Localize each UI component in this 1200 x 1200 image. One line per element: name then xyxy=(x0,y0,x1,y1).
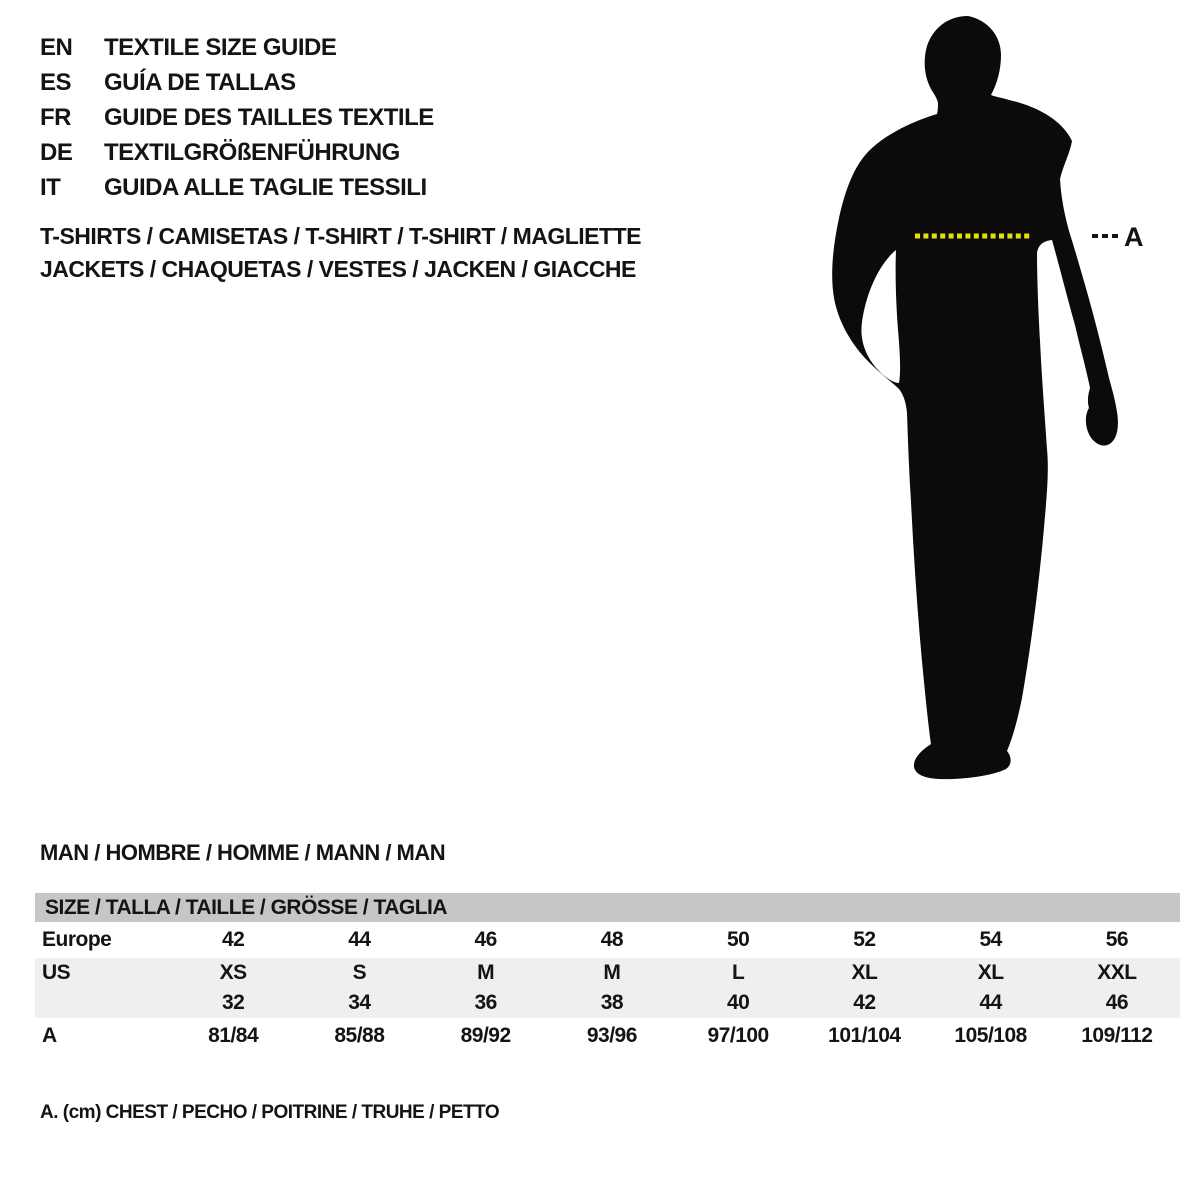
size-cell: 48 xyxy=(600,928,624,951)
language-title-block xyxy=(40,30,434,205)
section-title-man: MAN / HOMBRE / HOMME / MANN / MAN xyxy=(40,840,446,865)
size-cell: 52 xyxy=(853,928,876,951)
size-cell: 40 xyxy=(726,991,750,1014)
size-cell: 109/112 xyxy=(1081,1024,1153,1047)
guide-title: GUIDA ALLE TAGLIE TESSILI xyxy=(104,174,427,201)
size-cell: 89/92 xyxy=(460,1024,511,1047)
measurement-footnote: A. (cm) CHEST / PECHO / POITRINE / TRUHE / PETTO xyxy=(40,1102,500,1123)
man-silhouette xyxy=(832,16,1118,779)
table-row-us xyxy=(35,958,1180,988)
guide-title: GUÍA DE TALLAS xyxy=(104,69,296,96)
row-label xyxy=(35,988,170,1018)
size-table xyxy=(35,893,1180,1054)
table-row-europe xyxy=(35,922,1180,958)
guide-title: GUIDE DES TAILLES TEXTILE xyxy=(104,104,434,131)
size-cell: 46 xyxy=(1105,991,1129,1014)
size-cell: 54 xyxy=(979,928,1002,951)
size-cell: M xyxy=(603,961,621,984)
size-cell: 81/84 xyxy=(208,1024,259,1047)
size-cell: 50 xyxy=(726,928,750,951)
language-row xyxy=(40,135,434,170)
category-lines xyxy=(40,220,641,286)
size-cell: 42 xyxy=(221,928,245,951)
language-row xyxy=(40,170,434,205)
size-table-header-row xyxy=(35,893,1180,922)
language-row xyxy=(40,30,434,65)
size-cell: 85/88 xyxy=(334,1024,385,1047)
size-cell: 36 xyxy=(474,991,497,1014)
size-cell: 46 xyxy=(474,928,497,951)
guide-title: TEXTILGRÖßENFÜHRUNG xyxy=(104,139,400,166)
size-table-header: SIZE / TALLA / TAILLE / GRÖSSE / TAGLIA xyxy=(35,893,1180,922)
size-cell: 42 xyxy=(853,991,876,1014)
language-code: FR xyxy=(40,104,71,131)
category-line-tshirts: T-SHIRTS / CAMISETAS / T-SHIRT / T-SHIRT / MAGLIETTE xyxy=(40,223,641,249)
man-measurement-diagram xyxy=(820,0,1200,800)
size-cell: 97/100 xyxy=(707,1024,769,1047)
measure-label-a: A xyxy=(1124,222,1143,252)
row-label: A xyxy=(42,1024,57,1047)
category-line-jackets: JACKETS / CHAQUETAS / VESTES / JACKEN / GIACCHE xyxy=(40,256,636,282)
language-row xyxy=(40,65,434,100)
size-cell: L xyxy=(731,961,745,984)
size-cell: 101/104 xyxy=(828,1024,901,1047)
language-code: IT xyxy=(40,174,61,201)
row-label: Europe xyxy=(42,928,112,951)
size-cell: 105/108 xyxy=(954,1024,1027,1047)
table-row-chest-a xyxy=(35,1018,1180,1054)
size-cell: 56 xyxy=(1105,928,1129,951)
size-cell: 44 xyxy=(348,928,371,951)
size-cell: 93/96 xyxy=(586,1024,637,1047)
size-cell: XS xyxy=(219,961,247,984)
size-cell: 34 xyxy=(348,991,371,1014)
size-cell: XL xyxy=(851,961,878,984)
size-cell: 32 xyxy=(221,991,245,1014)
language-code: DE xyxy=(40,139,73,166)
size-cell: S xyxy=(352,961,367,984)
row-label: US xyxy=(42,961,71,984)
language-row xyxy=(40,100,434,135)
size-cell: 44 xyxy=(979,991,1002,1014)
size-cell: XL xyxy=(977,961,1004,984)
table-row-numeric xyxy=(35,988,1180,1018)
language-code: ES xyxy=(40,69,72,96)
size-cell: M xyxy=(477,961,495,984)
size-cell: 38 xyxy=(600,991,624,1014)
language-code: EN xyxy=(40,34,73,61)
guide-title: TEXTILE SIZE GUIDE xyxy=(104,34,337,61)
size-cell: XXL xyxy=(1097,961,1137,984)
